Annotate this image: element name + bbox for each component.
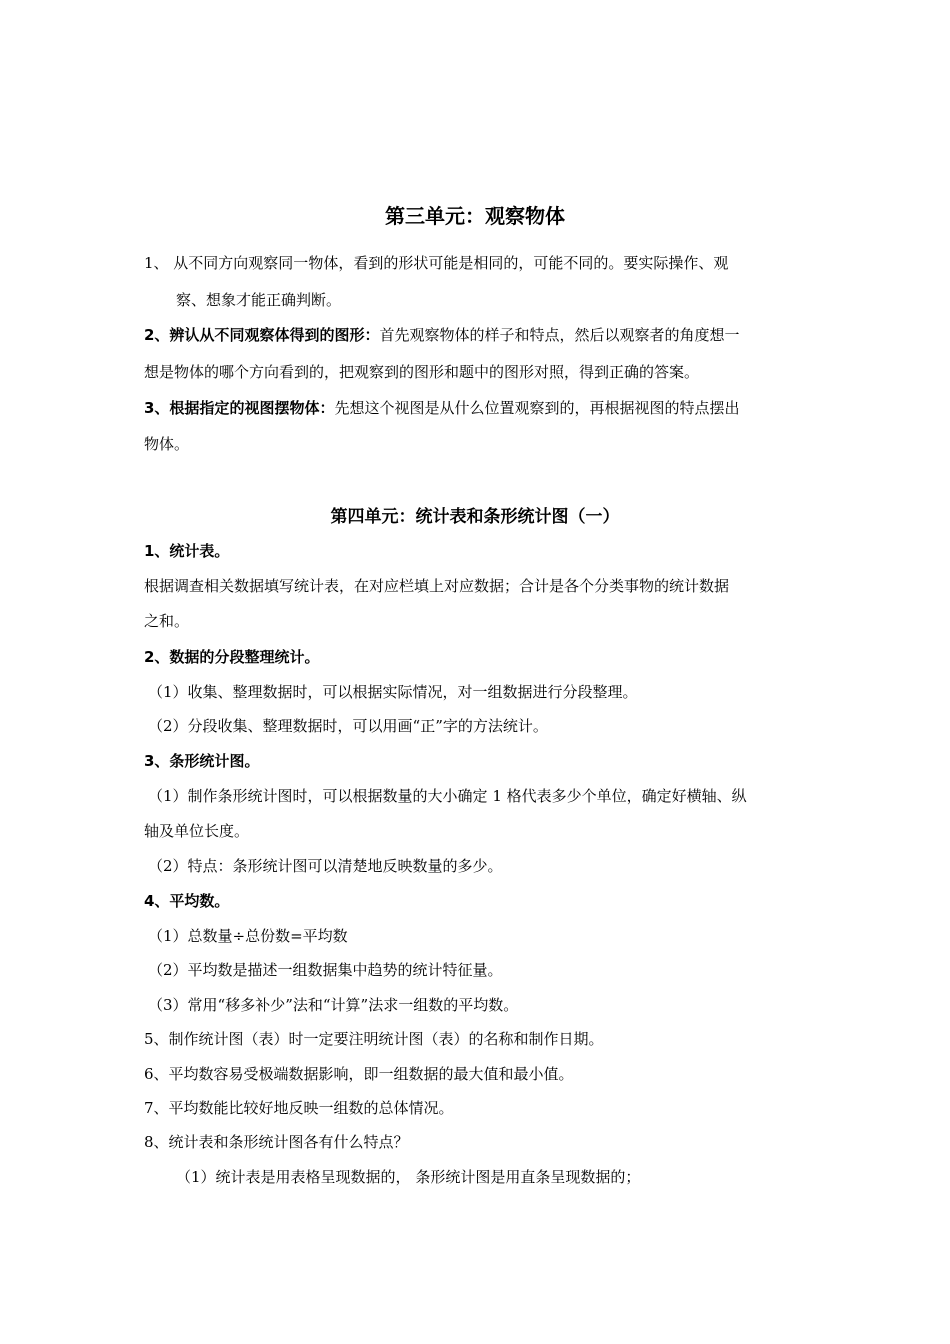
unit4-heading-1-line-2: 之和。 <box>144 612 190 630</box>
unit4-heading-4-item-2: （2）平均数是描述一组数据集中趋势的统计特征量。 <box>148 961 503 979</box>
unit4-heading-3-item-2: （2）特点：条形统计图可以清楚地反映数量的多少。 <box>148 857 503 875</box>
unit3-paragraph-2-heading: 2、辨认从不同观察体得到的图形： <box>144 326 380 344</box>
unit4-heading-2: 2、数据的分段整理统计。 <box>144 648 320 666</box>
unit4-point-6: 6、平均数容易受极端数据影响，即一组数据的最大值和最小值。 <box>144 1065 574 1083</box>
unit3-paragraph-1-line-1: 1、 从不同方向观察同一物体，看到的形状可能是相同的，可能不同的。要实际操作、观 <box>144 254 729 272</box>
unit4-heading-2-item-2: （2）分段收集、整理数据时，可以用画“正”字的方法统计。 <box>148 717 548 735</box>
unit4-heading-4-item-3: （3）常用“移多补少”法和“计算”法求一组数的平均数。 <box>148 996 519 1014</box>
unit4-point-8: 8、统计表和条形统计图各有什么特点？ <box>144 1133 409 1151</box>
unit4-point-8-item-1: （1）统计表是用表格呈现数据的， 条形统计图是用直条呈现数据的； <box>176 1168 641 1186</box>
unit3-paragraph-3-heading: 3、根据指定的视图摆物体： <box>144 399 335 417</box>
unit4-heading-2-item-1: （1）收集、整理数据时，可以根据实际情况，对一组数据进行分段整理。 <box>148 683 638 701</box>
unit4-heading-4-item-1: （1）总数量÷总份数=平均数 <box>148 927 348 945</box>
unit3-title: 第三单元：观察物体 <box>385 204 565 228</box>
unit4-heading-3-item-1-line-2: 轴及单位长度。 <box>144 822 250 840</box>
unit4-heading-3-item-1-line-1: （1）制作条形统计图时，可以根据数量的大小确定 1 格代表多少个单位，确定好横轴、纵 <box>148 787 747 805</box>
unit4-heading-1: 1、统计表。 <box>144 542 230 560</box>
unit3-paragraph-2-line-2: 想是物体的哪个方向看到的，把观察到的图形和题中的图形对照，得到正确的答案。 <box>144 363 700 381</box>
unit3-paragraph-2-line-1 <box>144 325 824 345</box>
unit3-paragraph-3-line-2: 物体。 <box>144 435 190 453</box>
unit3-paragraph-3-line-1 <box>144 398 824 418</box>
unit4-heading-1-line-1: 根据调查相关数据填写统计表，在对应栏填上对应数据；合计是各个分类事物的统计数据 <box>144 577 730 595</box>
unit4-title: 第四单元：统计表和条形统计图（一） <box>330 507 620 527</box>
unit4-heading-3: 3、条形统计图。 <box>144 752 260 770</box>
unit4-point-5: 5、制作统计图（表）时一定要注明统计图（表）的名称和制作日期。 <box>144 1030 604 1048</box>
unit3-paragraph-2-text: 首先观察物体的样子和特点，然后以观察者的角度想一 <box>379 326 740 344</box>
unit3-paragraph-1-line-2: 察、想象才能正确判断。 <box>176 291 342 309</box>
unit3-paragraph-3-text: 先想这个视图是从什么位置观察到的，再根据视图的特点摆出 <box>334 399 740 417</box>
unit4-point-7: 7、平均数能比较好地反映一组数的总体情况。 <box>144 1099 454 1117</box>
unit4-heading-4: 4、平均数。 <box>144 892 230 910</box>
